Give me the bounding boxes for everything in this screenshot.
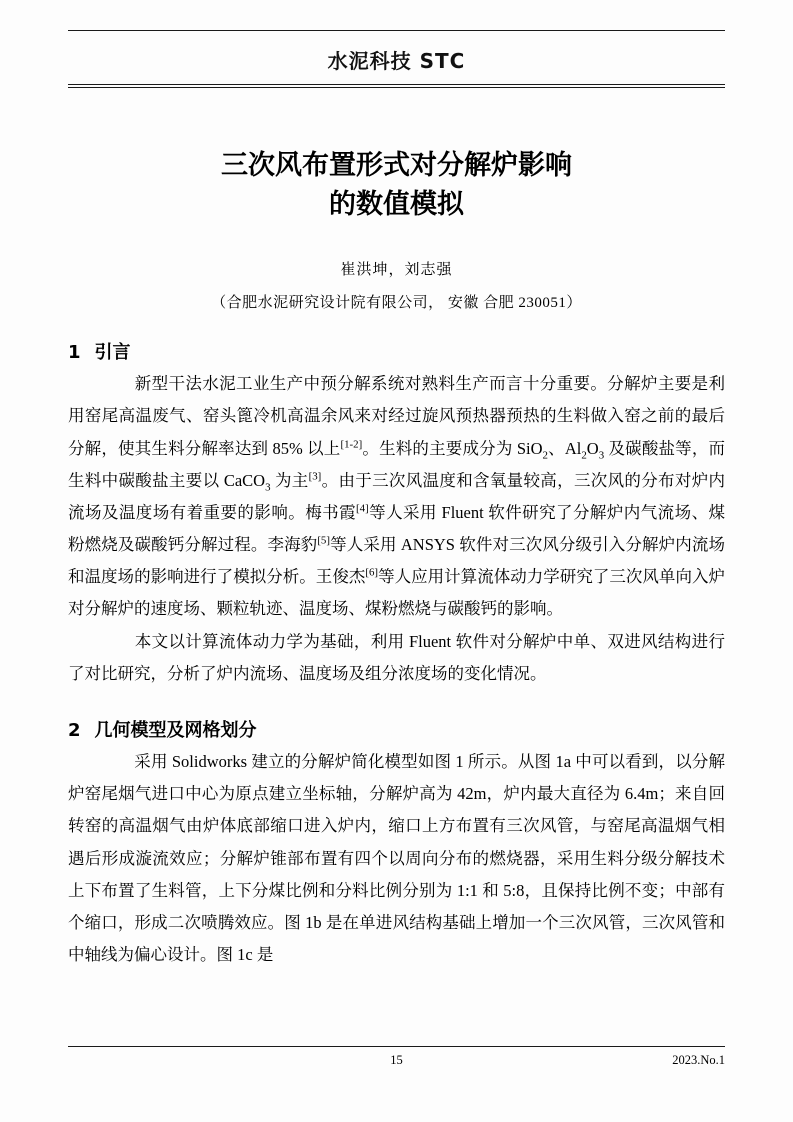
author-list: 崔洪坤，刘志强 (340, 262, 453, 279)
footer-rule (68, 1046, 725, 1047)
page-footer (68, 1046, 725, 1075)
section-title-1: 引言 (94, 342, 131, 364)
section-number-2: 2 (68, 720, 81, 741)
article-title (68, 146, 725, 224)
paragraph-1-2: 本文以计算流体动力学为基础，利用 Fluent 软件对分解炉中单、双进风结构进行了对比研究，分析了炉内流场、温度场及组分浓度场的变化情况。 (68, 631, 725, 683)
article-title-line-2: 的数值模拟 (329, 189, 464, 221)
paragraph-1-1: 新型干法水泥工业生产中预分解系统对熟料生产而言十分重要。分解炉主要是利用窑尾高温废气、窑头篦冷机高温余风来对经过旋风预热器预热的生料做入窑之前的最后分解，使其生料分解率达到 85% 以上[1-2]。生料的主要成分为 SiO$_2$、$Al_2O_3$ 及碳酸盐等，而生料中碳酸盐主要以 CaCO$_3$ 为主[3]。由于三次风温度和含氧量较高，三次风的分布对炉内流场及温度场有着重要的影响。梅书霞[4]等人采用 Fluent 软件研究了分解炉内气流场、煤粉燃烧及碳酸钙分解过程。李海豹[5]等人采用 ANSYS 软件对三次风分级引入分解炉内流场和温度场的影响进行了模拟分析。王俊杰[6]等人应用计算流体动力学研究了三次风单向入炉对分解炉的速度场、颗粒轨迹、温度场、煤粉燃烧与碳酸钙的影响。 (68, 374, 726, 619)
header-rule-bottom (68, 84, 725, 85)
section-heading-2 (68, 716, 725, 742)
paragraph-2-1: 采用 Solidworks 建立的分解炉简化模型如图 1 所示。从图 1a 中可以看到，以分解炉窑尾烟气进口中心为原点建立坐标轴，分解炉高为 42m，炉内最大直径为 6.4m；来自回转窑的高温烟气由炉体底部缩口进入炉内，缩口上方布置有三次风管，与窑尾高温烟气相遇后形成漩流效应；分解炉锥部布置有四个以周向分布的燃烧器，采用生料分级分解技术上下布置了生料管，上下分煤比例和分料比例分别为 1:1 和 5:8，且保持比例不变；中部有个缩口，形成二次喷腾效应。图 1b 是在单进风结构基础上增加一个三次风管，三次风管和中轴线为偏心设计。图 1c 是 (68, 752, 726, 965)
issue-label: 2023.No.1 (672, 1053, 725, 1067)
page-content (68, 30, 725, 971)
author-affiliation: （合肥水泥研究设计院有限公司， 安徽 合肥 230051） (211, 295, 582, 312)
footer-row (68, 1053, 725, 1075)
header-rule-bottom-thin (68, 87, 725, 88)
section-title-2: 几何模型及网格划分 (94, 720, 257, 741)
page-number: 15 (390, 1053, 403, 1067)
section-heading-1 (68, 338, 725, 364)
article-title-line-1: 三次风布置形式对分解炉影响 (221, 150, 572, 181)
section-number-1: 1 (68, 342, 81, 364)
journal-running-head: 水泥科技 STC (327, 49, 466, 73)
